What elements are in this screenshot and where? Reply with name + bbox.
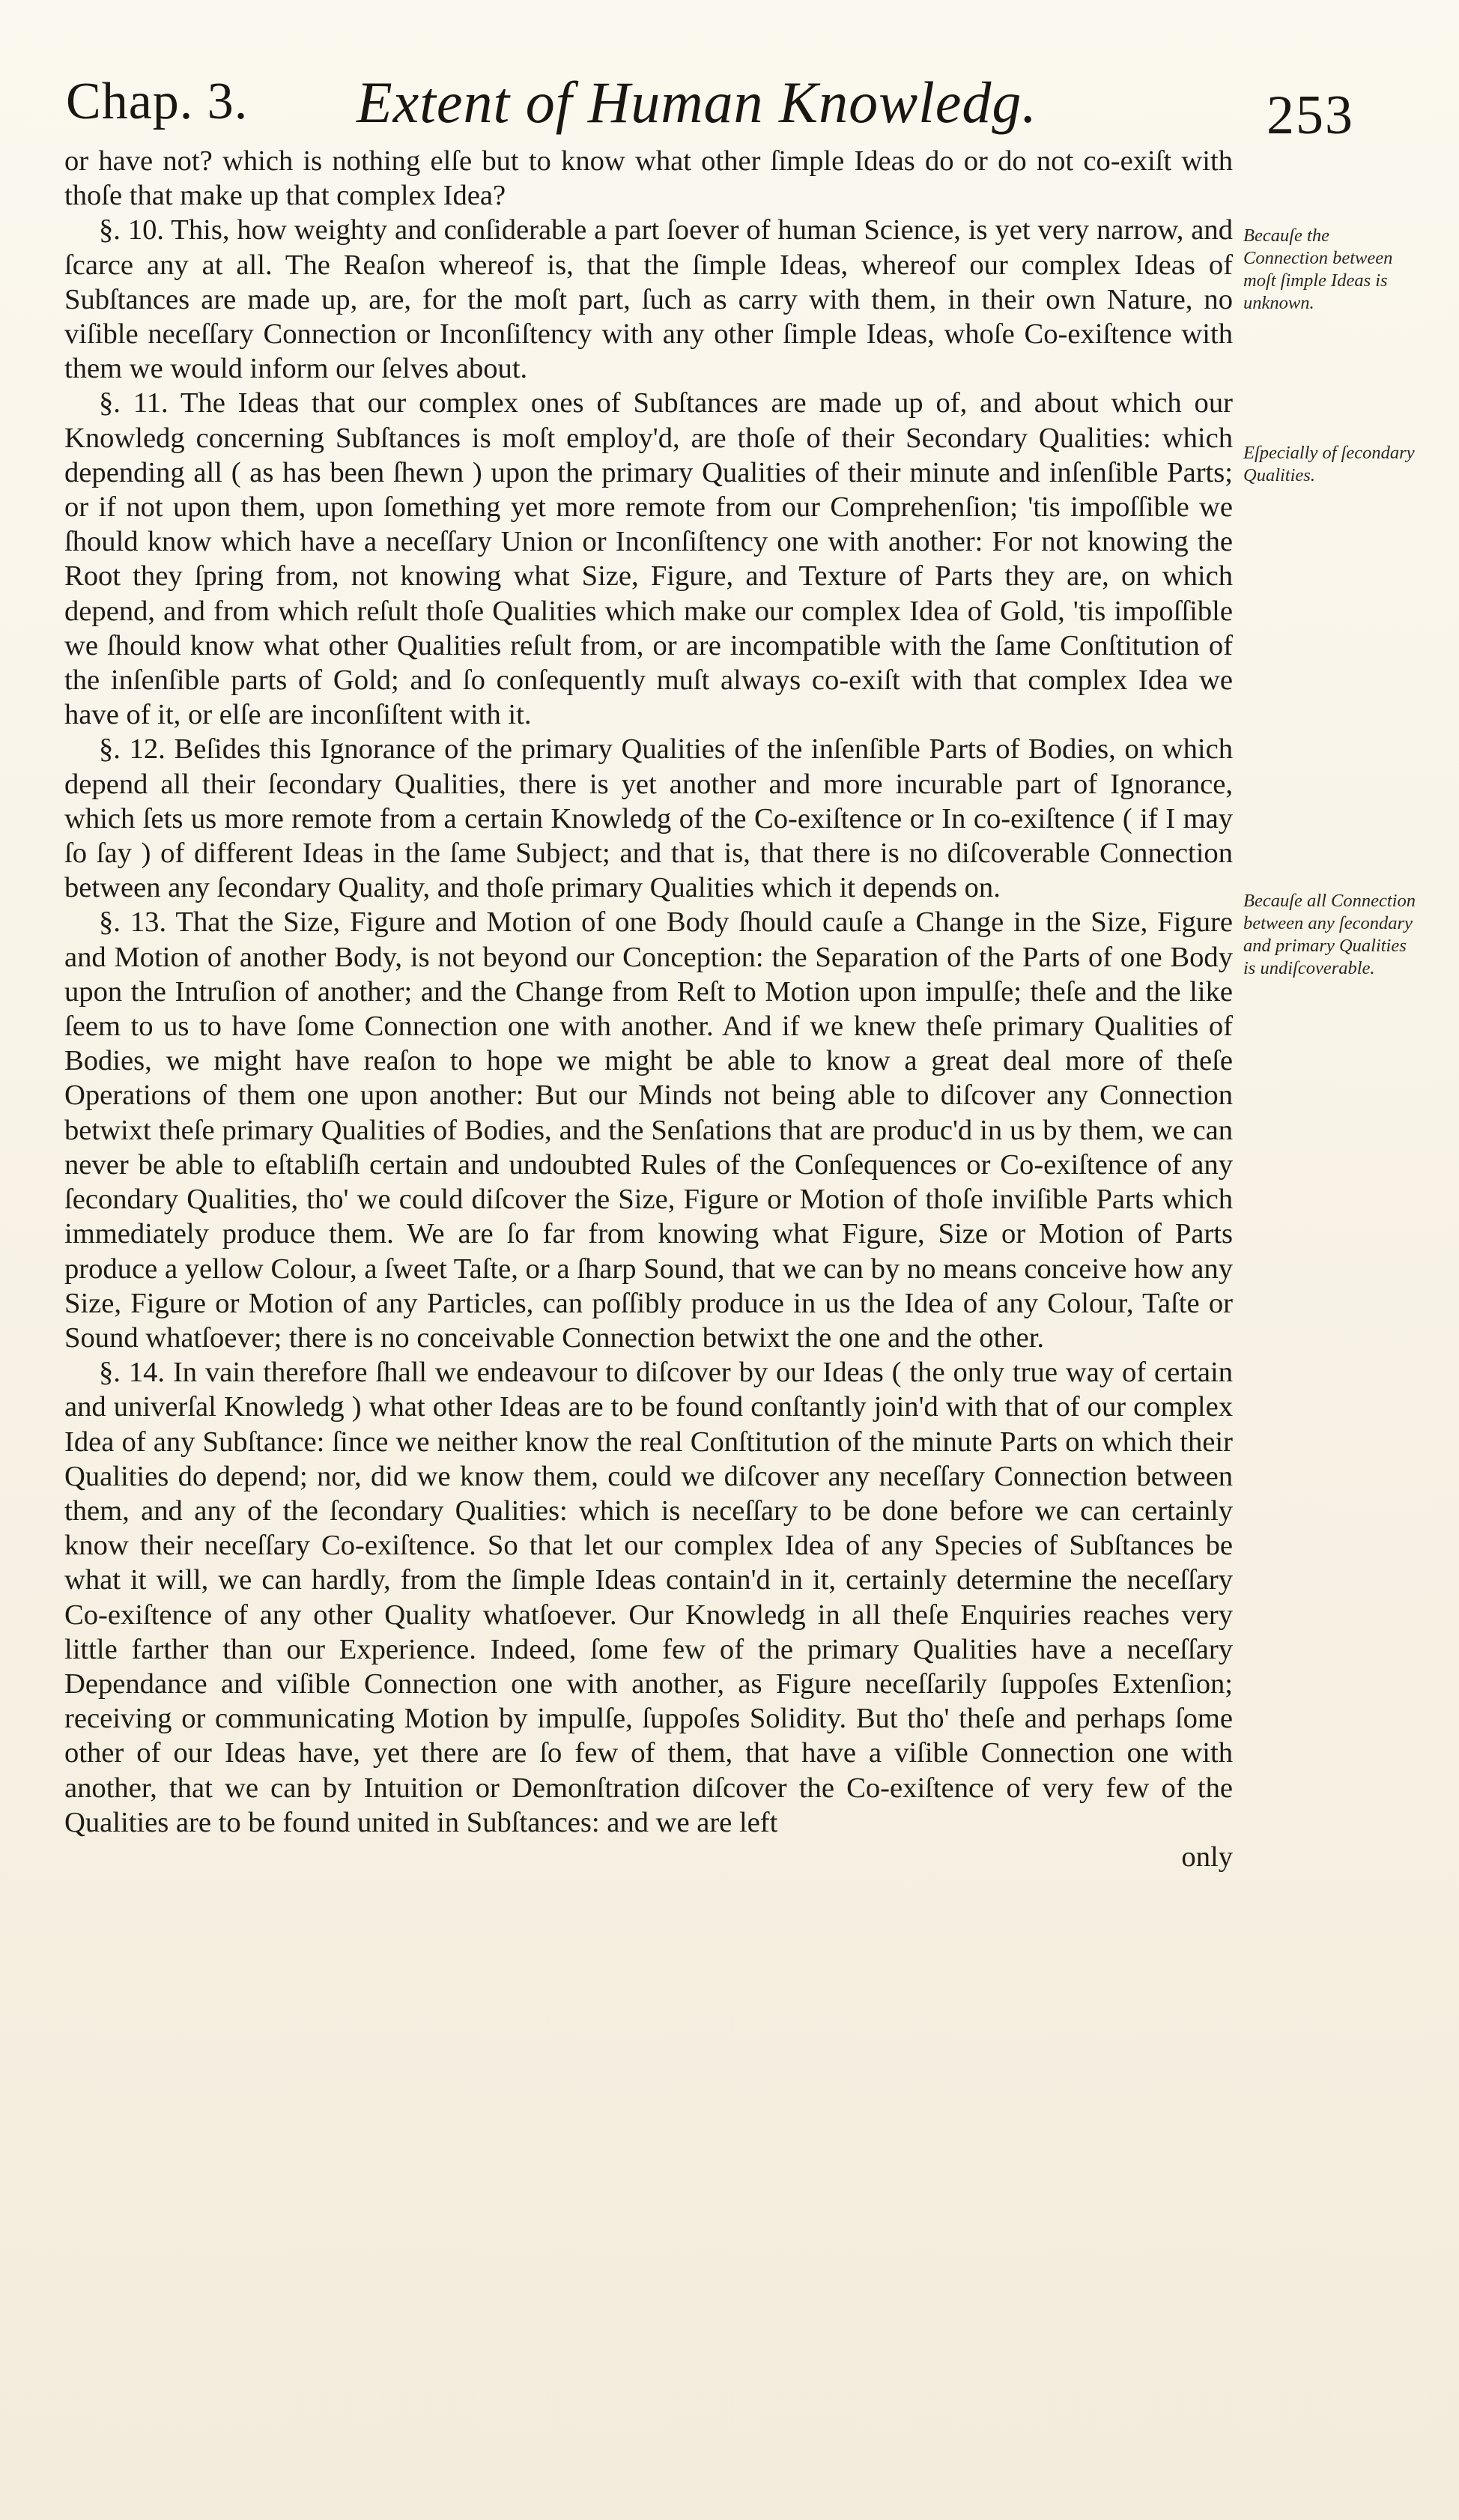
paragraph-section-10: §. 10. This, how weighty and conſiderable a part ſoever of human Science, is yet very narrow, and ſcarce any at all. The Reaſon whereof is, that the ſimple Ideas, whereof our complex Ideas of Subſtances are made up, are, for the moſt part, ſuch as carry with them, in their own Nature, no viſible neceſſary Connection or Inconſiſtency with any other ſimple Ideas, whoſe Co-exiſtence with them we would inform our ſelves about. — [64, 214, 1233, 385]
catchword: only — [1181, 1841, 1233, 1873]
margin-note-section-10: Becauſe the Connection between moſt ſimple Ideas is unknown. — [1243, 225, 1393, 313]
running-title: Extent of Human Knowledg. — [357, 70, 1037, 135]
main-text — [64, 144, 1233, 1874]
paragraph-section-12: §. 12. Beſides this Ignorance of the primary Qualities of the inſenſible Parts of Bodies, on which depend all their ſecondary Qualities, there is yet another and more incurable part of Ignorance, which ſets us more remote from a certain Knowledg of the Co-exiſtence or In co-exiſtence ( if I may ſo ſay ) of different Ideas in the ſame Subject; and that is, that there is no diſcoverable Connection between any ſecondary Quality, and thoſe primary Qualities which it depends on. — [64, 733, 1233, 904]
paragraph-section-14: §. 14. In vain therefore ſhall we endeavour to diſcover by our Ideas ( the only true way of certain and univerſal Knowledg ) what other Ideas are to be found conſtantly join'd with that of our complex Idea of any Subſtance: ſince we neither know the real Conſtitution of the minute Parts on which their Qualities do depend; nor, did we know them, could we diſcover any neceſſary Connection between them, and any of the ſecondary Qualities: which is neceſſary to be done before we can certainly know their neceſſary Co-exiſtence. So that let our complex Idea of any Species of Subſtances be what it will, we can hardly, from the ſimple Ideas contain'd in it, certainly determine the neceſſary Co-exiſtence of any other Quality whatſoever. Our Knowledg in all theſe Enquiries reaches very little farther than our Experience. Indeed, ſome few of the primary Qualities have a neceſſary Dependance and viſible Connection one with another, as Figure neceſſarily ſuppoſes Extenſion; receiving or communicating Motion by impulſe, ſuppoſes Solidity. But tho' theſe and perhaps ſome other of our Ideas have, yet there are ſo few of them, that have a viſible Connection one with another, that we can by Intuition or Demonſtration diſcover the Co-exiſtence of very few of the Qualities are to be found united in Subſtances: and we are left — [64, 1357, 1233, 1838]
paragraph-section-13: §. 13. That the Size, Figure and Motion of one Body ſhould cauſe a Change in the Size, Figure and Motion of another Body, is not beyond our Conception: the Separation of the Parts of one Body upon the Intruſion of another; and the Change from Reſt to Motion upon impulſe; theſe and the like ſeem to us to have ſome Connection one with another. And if we knew theſe primary Qualities of Bodies, we might have reaſon to hope we might be able to know a great deal more of theſe Operations of them one upon another: But our Minds not being able to diſcover any Connection betwixt theſe primary Qualities of Bodies, and the Senſations that are produc'd in us by them, we can never be able to eſtabliſh certain and undoubted Rules of the Conſequences or Co-exiſtence of any ſecondary Qualities, tho' we could diſcover the Size, Figure or Motion of thoſe inviſible Parts which immediately produce them. We are ſo far from knowing what Figure, Size or Motion of Parts produce a yellow Colour, a ſweet Taſte, or a ſharp Sound, that we can by no means conceive how any Size, Figure or Motion of any Particles, can poſſibly produce in us the Idea of any Colour, Taſte or Sound whatſoever; there is no conceivable Connection betwixt the one and the other. — [64, 906, 1233, 1354]
margin-note-section-12: Becauſe all Connection between any ſecondary and primary Qualities is undiſcoverable. — [1243, 891, 1416, 978]
running-header — [66, 58, 1354, 148]
page-number: 253 — [1267, 85, 1354, 146]
margin-note-section-11: Eſpecially of ſecondary Qualities. — [1243, 443, 1415, 485]
paragraph-section-11: §. 11. The Ideas that our complex ones of Subſtances are made up of, and about which our Knowledg concerning Subſtances is moſt employ'd, are thoſe of their Secondary Qualities: which depending all ( as has been ſhewn ) upon the primary Qualities of their minute and inſenſible Parts; or if not upon them, upon ſomething yet more remote from our Comprehenſion; 'tis impoſſible we ſhould know which have a neceſſary Union or Inconſiſtency one with another: For not knowing the Root they ſpring from, not knowing what Size, Figure, and Texture of Parts they are, on which depend, and from which reſult thoſe Qualities which make our complex Idea of Gold, 'tis impoſſible we ſhould know what other Qualities reſult from, or are incompatible with the ſame Conſtitution of the inſenſible parts of Gold; and ſo conſequently muſt always co-exiſt with that complex Idea we have of it, or elſe are inconſiſtent with it. — [64, 387, 1233, 731]
chapter-label: Chap. 3. — [66, 73, 249, 130]
paragraph-continuation: or have not? which is nothing elſe but to know what other ſimple Ideas do or do not co-exiſt with thoſe that make up that complex Idea? — [64, 145, 1233, 212]
